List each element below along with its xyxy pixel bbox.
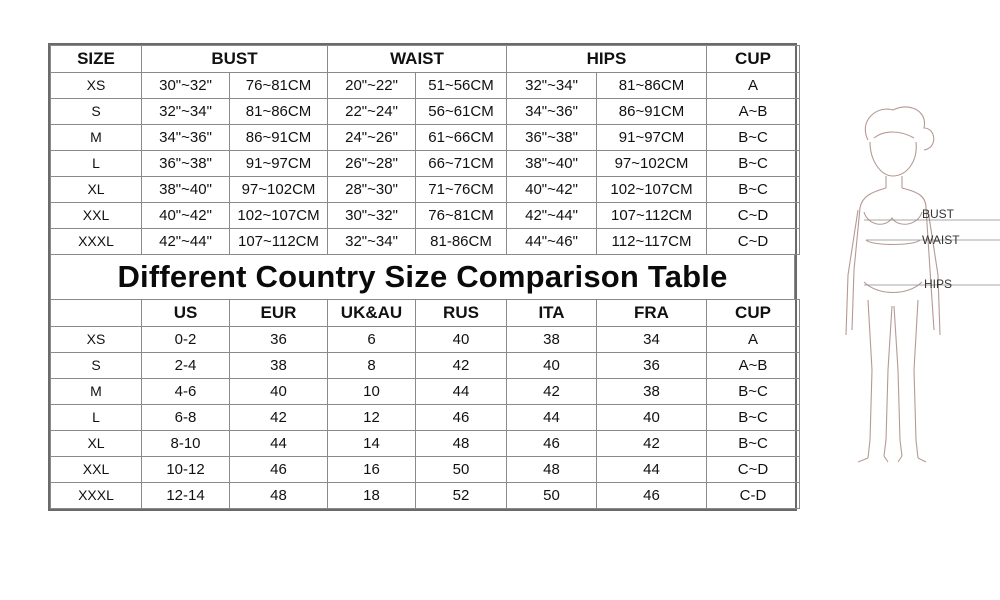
cell-size: XL: [51, 177, 142, 203]
body-figure-illustration: [828, 100, 1000, 480]
cell-size: XXXL: [51, 229, 142, 255]
cell-ukau: 16: [328, 457, 416, 483]
cell-us: 12-14: [142, 483, 230, 509]
cell-bust-in: 36"~38": [142, 151, 230, 177]
header-waist: WAIST: [328, 46, 507, 73]
cell-ukau: 12: [328, 405, 416, 431]
country-header-cell: UK&AU: [328, 300, 416, 327]
country-header-cell: RUS: [416, 300, 507, 327]
measurement-header-row: [51, 46, 800, 73]
cell-cup: B~C: [707, 405, 800, 431]
cell-cup: B~C: [707, 125, 800, 151]
cell-bust-cm: 81~86CM: [230, 99, 328, 125]
cell-eur: 36: [230, 327, 328, 353]
country-comparison-table: [50, 299, 800, 509]
cell-bust-in: 38"~40": [142, 177, 230, 203]
cell-eur: 38: [230, 353, 328, 379]
cell-ita: 38: [507, 327, 597, 353]
country-header-row: [51, 300, 800, 327]
cell-eur: 48: [230, 483, 328, 509]
cell-ukau: 6: [328, 327, 416, 353]
cell-fra: 38: [597, 379, 707, 405]
table-row: [51, 203, 800, 229]
cell-rus: 48: [416, 431, 507, 457]
cell-rus: 40: [416, 327, 507, 353]
cell-size: M: [51, 379, 142, 405]
table-row: [51, 457, 800, 483]
cell-hips-cm: 102~107CM: [597, 177, 707, 203]
header-hips: HIPS: [507, 46, 707, 73]
cell-rus: 42: [416, 353, 507, 379]
cell-bust-cm: 91~97CM: [230, 151, 328, 177]
cell-ita: 48: [507, 457, 597, 483]
cell-cup: C-D: [707, 483, 800, 509]
country-header-cell: US: [142, 300, 230, 327]
cell-waist-in: 22"~24": [328, 99, 416, 125]
cell-bust-in: 42"~44": [142, 229, 230, 255]
country-header-cell: CUP: [707, 300, 800, 327]
waist-label: WAIST: [922, 233, 960, 247]
table-row: [51, 483, 800, 509]
table-row: [51, 73, 800, 99]
size-chart-frame: [48, 43, 797, 511]
table-row: [51, 431, 800, 457]
cell-waist-cm: 61~66CM: [416, 125, 507, 151]
cell-ita: 42: [507, 379, 597, 405]
cell-waist-in: 26"~28": [328, 151, 416, 177]
measurement-table: [50, 45, 800, 255]
header-cup: CUP: [707, 46, 800, 73]
comparison-title: Different Country Size Comparison Table: [50, 255, 795, 299]
cell-fra: 46: [597, 483, 707, 509]
cell-cup: A: [707, 73, 800, 99]
measurement-table-body: [51, 73, 800, 255]
cell-eur: 46: [230, 457, 328, 483]
cell-hips-cm: 107~112CM: [597, 203, 707, 229]
cell-ita: 50: [507, 483, 597, 509]
country-header-cell: [51, 300, 142, 327]
cell-ita: 44: [507, 405, 597, 431]
cell-size: XXL: [51, 203, 142, 229]
cell-bust-cm: 107~112CM: [230, 229, 328, 255]
bust-label: BUST: [922, 207, 955, 221]
cell-ukau: 18: [328, 483, 416, 509]
country-header-cell: EUR: [230, 300, 328, 327]
cell-bust-cm: 102~107CM: [230, 203, 328, 229]
cell-rus: 44: [416, 379, 507, 405]
table-row: [51, 151, 800, 177]
cell-hips-in: 38"~40": [507, 151, 597, 177]
cell-size: L: [51, 405, 142, 431]
cell-hips-cm: 97~102CM: [597, 151, 707, 177]
table-row: [51, 405, 800, 431]
cell-hips-in: 42"~44": [507, 203, 597, 229]
cell-rus: 46: [416, 405, 507, 431]
body-measurement-figure: [828, 100, 1000, 480]
table-row: [51, 125, 800, 151]
size-chart: [48, 43, 797, 511]
table-row: [51, 379, 800, 405]
cell-waist-in: 20"~22": [328, 73, 416, 99]
cell-waist-cm: 66~71CM: [416, 151, 507, 177]
cell-waist-in: 28"~30": [328, 177, 416, 203]
cell-eur: 42: [230, 405, 328, 431]
cell-bust-in: 30"~32": [142, 73, 230, 99]
cell-rus: 50: [416, 457, 507, 483]
cell-bust-cm: 86~91CM: [230, 125, 328, 151]
cell-waist-cm: 76~81CM: [416, 203, 507, 229]
cell-cup: B~C: [707, 379, 800, 405]
cell-bust-cm: 76~81CM: [230, 73, 328, 99]
cell-size: L: [51, 151, 142, 177]
cell-waist-cm: 71~76CM: [416, 177, 507, 203]
cell-hips-in: 44"~46": [507, 229, 597, 255]
cell-hips-cm: 81~86CM: [597, 73, 707, 99]
cell-us: 4-6: [142, 379, 230, 405]
cell-cup: A~B: [707, 99, 800, 125]
cell-eur: 40: [230, 379, 328, 405]
table-row: [51, 353, 800, 379]
header-bust: BUST: [142, 46, 328, 73]
country-header-cell: FRA: [597, 300, 707, 327]
table-row: [51, 177, 800, 203]
cell-cup: B~C: [707, 431, 800, 457]
cell-size: S: [51, 99, 142, 125]
cell-cup: C~D: [707, 229, 800, 255]
cell-waist-in: 32"~34": [328, 229, 416, 255]
cell-us: 6-8: [142, 405, 230, 431]
cell-waist-cm: 51~56CM: [416, 73, 507, 99]
cell-hips-cm: 91~97CM: [597, 125, 707, 151]
cell-size: M: [51, 125, 142, 151]
cell-us: 8-10: [142, 431, 230, 457]
table-row: [51, 229, 800, 255]
cell-hips-in: 36"~38": [507, 125, 597, 151]
cell-cup: C~D: [707, 203, 800, 229]
cell-size: XS: [51, 327, 142, 353]
cell-size: XS: [51, 73, 142, 99]
cell-hips-in: 34"~36": [507, 99, 597, 125]
cell-bust-in: 34"~36": [142, 125, 230, 151]
cell-waist-in: 24"~26": [328, 125, 416, 151]
cell-us: 0-2: [142, 327, 230, 353]
cell-ukau: 10: [328, 379, 416, 405]
cell-size: XXXL: [51, 483, 142, 509]
country-table-body: [51, 327, 800, 509]
cell-hips-in: 40"~42": [507, 177, 597, 203]
cell-hips-cm: 86~91CM: [597, 99, 707, 125]
cell-us: 2-4: [142, 353, 230, 379]
table-row: [51, 327, 800, 353]
cell-cup: B~C: [707, 177, 800, 203]
cell-bust-in: 32"~34": [142, 99, 230, 125]
cell-cup: A~B: [707, 353, 800, 379]
table-row: [51, 99, 800, 125]
cell-rus: 52: [416, 483, 507, 509]
cell-fra: 40: [597, 405, 707, 431]
cell-bust-cm: 97~102CM: [230, 177, 328, 203]
cell-ita: 46: [507, 431, 597, 457]
cell-ukau: 8: [328, 353, 416, 379]
cell-eur: 44: [230, 431, 328, 457]
cell-hips-in: 32"~34": [507, 73, 597, 99]
cell-us: 10-12: [142, 457, 230, 483]
cell-cup: A: [707, 327, 800, 353]
cell-hips-cm: 112~117CM: [597, 229, 707, 255]
cell-waist-in: 30"~32": [328, 203, 416, 229]
cell-bust-in: 40"~42": [142, 203, 230, 229]
cell-cup: C~D: [707, 457, 800, 483]
cell-fra: 44: [597, 457, 707, 483]
country-header-cell: ITA: [507, 300, 597, 327]
cell-ita: 40: [507, 353, 597, 379]
cell-fra: 42: [597, 431, 707, 457]
cell-size: XXL: [51, 457, 142, 483]
header-size: SIZE: [51, 46, 142, 73]
cell-fra: 36: [597, 353, 707, 379]
cell-waist-cm: 81-86CM: [416, 229, 507, 255]
cell-size: S: [51, 353, 142, 379]
cell-ukau: 14: [328, 431, 416, 457]
cell-size: XL: [51, 431, 142, 457]
hips-label: HIPS: [924, 277, 953, 291]
cell-cup: B~C: [707, 151, 800, 177]
cell-fra: 34: [597, 327, 707, 353]
cell-waist-cm: 56~61CM: [416, 99, 507, 125]
